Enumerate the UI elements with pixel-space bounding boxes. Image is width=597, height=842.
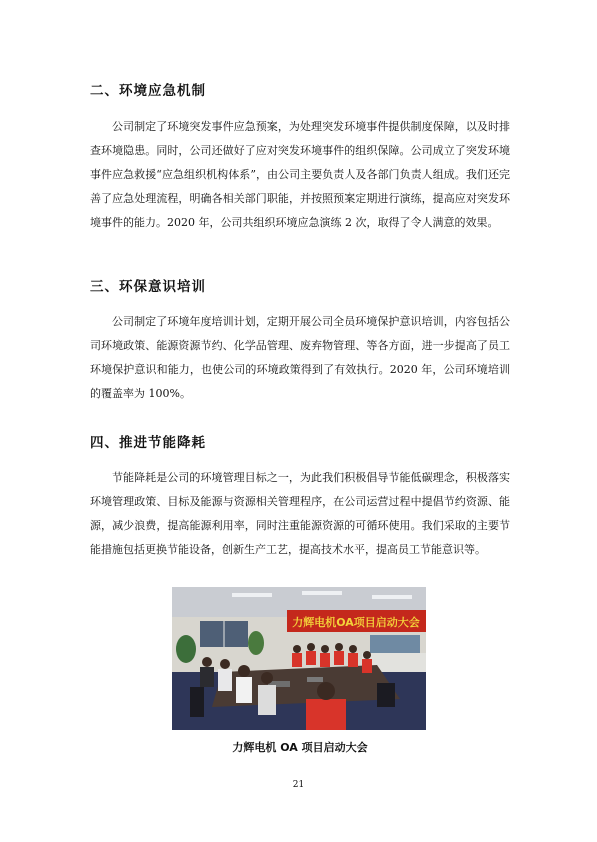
page-number: 21 bbox=[292, 780, 305, 790]
section-heading-energy: 四、推进节能降耗 bbox=[90, 435, 206, 451]
section-paragraph-training: 公司制定了环境年度培训计划，定期开展公司全员环境保护意识培训，内容包括公司环境政策、能源资源节约、化学品管理、废弃物管理、等各方面，进一步提高了员工环境保护意识和能力，也使公司的环境政策得到了有效执行。2020 年，公司环境培训的覆盖率为 100%。 bbox=[90, 315, 510, 400]
section-paragraph-emergency: 公司制定了环境突发事件应急预案，为处理突发环境事件提供制度保障，以及时排查环境隐患。同时，公司还做好了应对突发环境事件的组织保障。公司成立了突发环境事件应急救援“应急组织机构体系”，由公司主要负责人及各部门负责人组成。我们还完善了应急处理流程，明确各相关部门职能，并按照预案定期进行演练，提高应对突发环境事件的能力。2020 年，公司共组织环境应急演练 2 次，取得了令人满意的效果。 bbox=[90, 120, 510, 229]
section-paragraph-energy: 节能降耗是公司的环境管理目标之一，为此我们积极倡导节能低碳理念，积极落实环境管理政策、目标及能源与资源相关管理程序，在公司运营过程中提倡节约资源、能源，减少浪费，提高能源利用率，同时注重能源资源的可循环使用。我们采取的主要节能措施包括更换节能设备，创新生产工艺，提高技术水平，提高员工节能意识等。 bbox=[90, 471, 510, 556]
section-heading-emergency: 二、环境应急机制 bbox=[90, 83, 206, 99]
photo-caption: 力辉电机 OA 项目启动大会 bbox=[232, 741, 368, 754]
meeting-photo-drawing bbox=[172, 587, 426, 730]
meeting-photo bbox=[172, 587, 426, 730]
banner-text: 力辉电机OA项目启动大会 bbox=[292, 616, 420, 629]
section-heading-training: 三、环保意识培训 bbox=[90, 279, 206, 295]
